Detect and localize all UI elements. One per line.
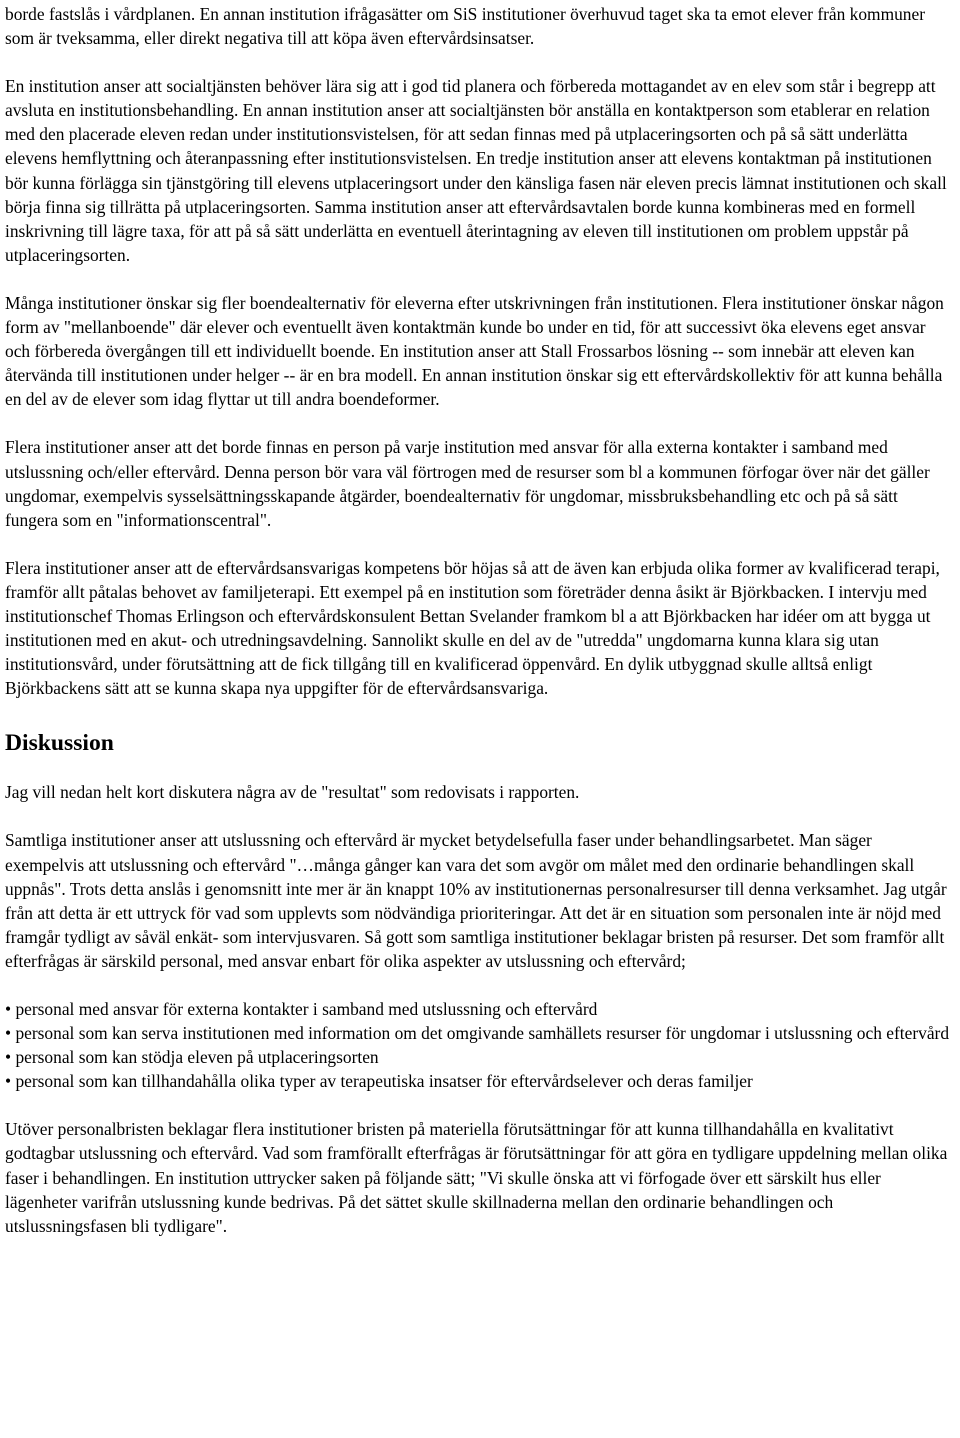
paragraph-discussion-resources: Samtliga institutioner anser att utslussning och eftervård är mycket betydelsefulla faser under behandlingsarbetet. Man säger exempelvis att utslussning och eftervård "…många gånger kan vara det som avgör om målet med den ordinarie behandlingen skall uppnås". Trots detta anslås i genomsnitt inte mer är än knappt 10% av institutionernas personalresurser till denna verksamhet. Jag utgår från att detta är ett uttryck för vad som upplevts som nödvändiga prioriteringar. Att det är en situation som personalen inte är nöjd med framgår tydligt av såväl enkät- som intervjusvaren. Så gott som samtliga institutioner beklagar bristen på resurser. Det som framför allt efterfrågas är särskild personal, med ansvar enbart för olika aspekter av utslussning och eftervård; [5,830,947,971]
bullet-mark: • [5,1047,12,1068]
list-item-text: personal som kan serva institutionen med information om det omgivande samhällets resurser för ungdomar i utslussning och eftervård [15,1023,950,1044]
paragraph-social-services: En institution anser att socialtjänsten behöver lära sig att i god tid planera och förbereda mottagandet av en elev som står i begrepp att avsluta en institutionsbehandling. En annan institution anser att socialtjänsten bör anställa en kontaktperson som etablerar en relation med den placerade eleven redan under institutionsvistelsen, för att sedan finnas med på utplaceringsorten och på så sätt underlätta elevens hemflyttning och återanpassning efter institutionsvistelsen. En tredje institution anser att elevens kontaktman på institutionen bör kunna förlägga sin tjänstgöring till elevens utplaceringsort under den känsliga fasen när eleven precis lämnat institutionen och skall börja finna sig tillrätta på utplaceringsorten. Samma institution anser att eftervårdsavtalen borde kunna kombineras med en formell inskrivning till lägre taxa, för att på så sätt underlätta en eventuell återintagning av eleven till institutionen om problem uppstår på utplaceringsorten. [5,76,947,265]
list-item-text: personal med ansvar för externa kontakter i samband med utslussning och eftervård [15,999,598,1019]
paragraph-care-plan: borde fastslås i vårdplanen. En annan institution ifrågasätter om SiS institutioner överhuvud taget ska ta emot elever från kommuner som är tveksamma, eller direkt negativa till att köpa även eftervårdsinsatser. [5,4,926,49]
paragraph-material-conditions: Utöver personalbristen beklagar flera institutioner bristen på materiella förutsättningar för att kunna tillhandahålla en kvalitativt godtagbar utslussning och eftervård. Vad som framförallt efterfrågas är förutsättningar för att göra en tydligare uppdelning mellan olika faser i behandlingen. En institution uttrycker saken på följande sätt; "Vi skulle önska att vi förfogade över ett särskilt hus eller lägenheter varifrån utslussning kunde bedrivas. På det sättet skulle skillnaderna mellan den ordinarie behandlingen och utslussningsfasen bli tydligare". [5,1119,948,1236]
bullet-mark: • [5,1071,12,1092]
list-item [5,1045,955,1069]
list-item-text: personal som kan stödja eleven på utplaceringsorten [15,1047,379,1068]
bullet-mark: • [5,999,12,1019]
section-heading-diskussion: Diskussion [5,730,114,757]
list-item [5,1069,955,1093]
list-item-text: personal som kan tillhandahålla olika typer av terapeutiska insatser för eftervårdselever och deras familjer [15,1071,753,1092]
document-page [5,2,955,1262]
bullet-mark: • [5,1023,12,1044]
list-item [5,1021,955,1045]
paragraph-competence: Flera institutioner anser att de eftervårdsansvarigas kompetens bör höjas så att de även kan erbjuda olika former av kvalificerad terapi, framför allt påtalas behovet av familjeterapi. Ett exempel på en institution som företräder denna åsikt är Björkbacken. I intervju med institutionschef Thomas Erlingson och eftervårdskonsulent Bettan Svelander framkom bl a att Björkbacken har idéer om att bygga ut institutionen med en akut- och utredningsavdelning. Sannolikt skulle en del av de "utredda" ungdomarna kunna klara sig utan institutionsvård, under förutsättning att de fick tillgång till en kvalificerad öppenvård. En dylik utbyggnad skulle alltså enligt Björkbackens sätt att se kunna skapa nya uppgifter för de eftervårdsansvariga. [5,557,940,699]
paragraph-discussion-intro: Jag vill nedan helt kort diskutera några av de "resultat" som redovisats i rapporten. [5,782,580,803]
list-item [5,997,955,1021]
paragraph-housing-alternatives: Många institutioner önskar sig fler boendealternativ för eleverna efter utskrivningen från institutionen. Flera institutioner önskar någon form av "mellanboende" där elever och eventuellt även kontaktmän kunde bo under en tid, för att successivt öka elevens eget ansvar och förbereda övergången till ett individuellt boende. En institution anser att Stall Frossarbos lösning -- som innebär att eleven kan återvända till institutionen under helger -- är en bra modell. En annan institution önskar sig ett eftervårdskollektiv för att kunna behålla en del av de elever som idag flyttar ut till andra boendeformer. [5,292,944,410]
bullet-list-personnel [5,997,955,1093]
paragraph-contact-person: Flera institutioner anser att det borde finnas en person på varje institution med ansvar för alla externa kontakter i samband med utslussning och/eller eftervård. Denna person bör vara väl förtrogen med de resurser som bl a kommunen förfogar över när det gäller ungdomar, exempelvis sysselsättningsskapande åtgärder, boendealternativ för ungdomar, missbruksbehandling etc och på så sätt fungera som en "informationscentral". [5,437,930,530]
